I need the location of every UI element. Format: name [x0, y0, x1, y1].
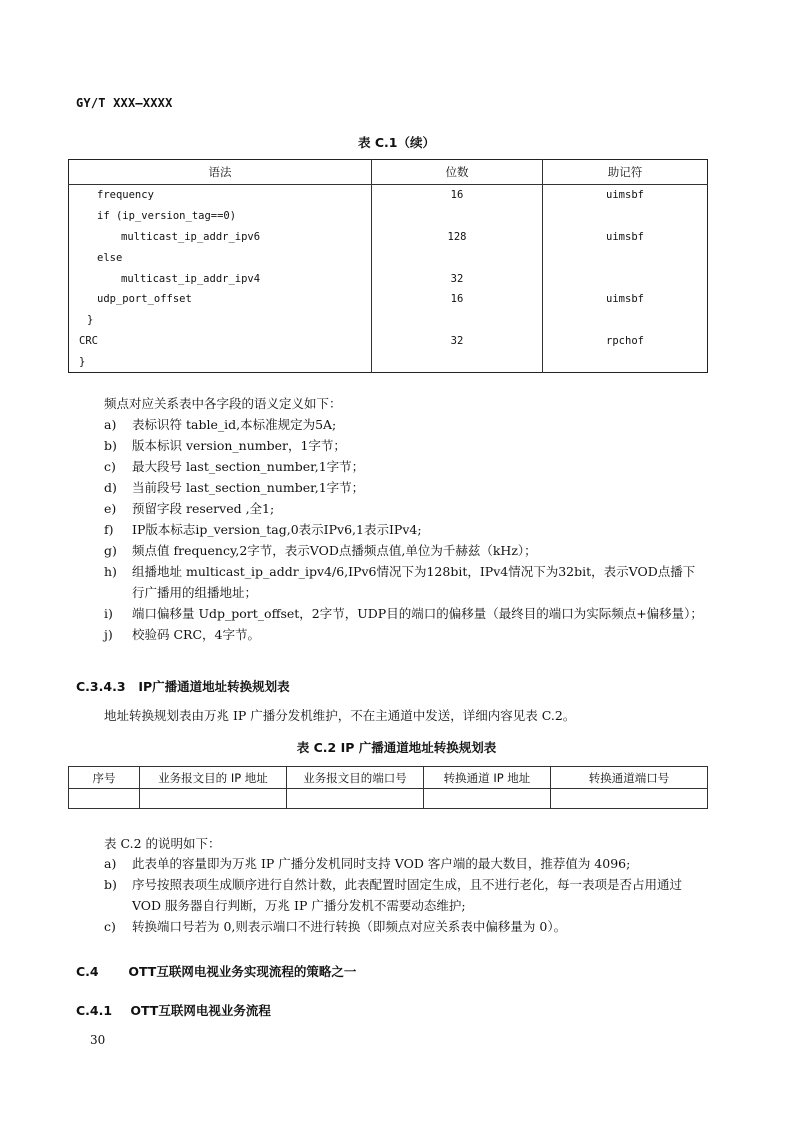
list-item — [76, 540, 706, 561]
list-item-label: c) — [104, 919, 116, 934]
bits-cell — [372, 247, 543, 268]
syntax-cell: frequency — [97, 189, 154, 202]
list-item-text: 校验码 CRC，4字节。 — [132, 627, 260, 642]
syntax-cell: multicast_ip_addr_ipv4 — [121, 272, 261, 285]
section-heading-c41 — [76, 1001, 271, 1019]
bits-cell — [372, 206, 543, 227]
table-row — [69, 289, 708, 310]
header-syntax: 语法 — [69, 160, 372, 185]
list-item-label: h) — [104, 564, 117, 579]
list-item — [76, 603, 706, 624]
list-item — [76, 624, 706, 645]
header-dest-port: 业务报文目的端口号 — [287, 767, 424, 789]
list-item-label: i) — [104, 606, 113, 621]
section-heading-c4 — [76, 962, 356, 980]
semantics-intro: 频点对应关系表中各字段的语义定义如下： — [104, 396, 342, 411]
mnemonic-cell: rpchof — [606, 334, 644, 347]
header-channel-port: 转换通道端口号 — [551, 767, 708, 789]
list-item-label: b) — [104, 877, 117, 892]
syntax-cell: } — [87, 314, 94, 327]
list-item-text: 预留字段 reserved ,全1; — [132, 501, 275, 516]
mnemonic-cell — [543, 247, 708, 268]
bits-cell: 32 — [372, 331, 543, 352]
mnemonic-cell: uimsbf — [606, 230, 644, 243]
list-item — [76, 456, 706, 477]
syntax-cell: else — [97, 251, 123, 264]
section-heading-c343 — [76, 677, 290, 695]
mnemonic-cell — [543, 310, 708, 331]
header-mnemonic: 助记符 — [543, 160, 708, 185]
table-c1 — [68, 159, 708, 373]
table-cell — [69, 789, 140, 809]
bits-cell: 32 — [372, 268, 543, 289]
header-dest-ip: 业务报文目的 IP 地址 — [140, 767, 287, 789]
bits-cell: 16 — [372, 185, 543, 206]
section-number: C.3.4.3 — [76, 679, 126, 694]
section-title: OTT互联网电视业务流程 — [130, 1003, 271, 1018]
table-c2-caption: 表 C.2 IP 广播通道地址转换规划表 — [296, 740, 497, 755]
bits-cell — [372, 310, 543, 331]
notes-c2-intro: 表 C.2 的说明如下： — [104, 836, 221, 851]
list-item-label: g) — [104, 543, 117, 558]
list-item-text: 当前段号 last_section_number,1字节； — [132, 480, 365, 495]
table-header-row — [69, 767, 708, 789]
list-item — [76, 853, 706, 874]
bits-cell: 16 — [372, 289, 543, 310]
list-item — [76, 435, 706, 456]
list-item-text: 端口偏移量 Udp_port_offset，2字节，UDP目的端口的偏移量（最终目的端口为实际频点+偏移量）； — [132, 606, 703, 621]
page-number: 30 — [90, 1033, 106, 1047]
syntax-cell: multicast_ip_addr_ipv6 — [121, 230, 261, 243]
syntax-cell: udp_port_offset — [97, 293, 192, 306]
list-item — [76, 414, 706, 435]
list-item-text: IP版本标志ip_version_tag,0表示IPv6,1表示IPv4; — [132, 522, 422, 537]
table-row — [69, 351, 708, 372]
table-row — [69, 227, 708, 248]
semantics-list — [76, 414, 706, 645]
table-cell — [551, 789, 708, 809]
list-item — [76, 874, 706, 916]
table-row — [69, 206, 708, 227]
list-item-label: a) — [104, 417, 117, 432]
table-cell — [287, 789, 424, 809]
list-item-text: 此表单的容量即为万兆 IP 广播分发机同时支持 VOD 客户端的最大数目，推荐值为 4096; — [132, 856, 631, 871]
section-title: IP广播通道地址转换规划表 — [138, 679, 290, 694]
table-row — [69, 247, 708, 268]
header-bits: 位数 — [372, 160, 543, 185]
mnemonic-cell — [543, 268, 708, 289]
notes-c2-list — [76, 853, 706, 937]
table-row — [69, 268, 708, 289]
section-c343-paragraph: 地址转换规划表由万兆 IP 广播分发机维护，不在主通道中发送，详细内容见表 C.2。 — [104, 708, 576, 723]
table-c2 — [68, 766, 708, 809]
list-item-text: 组播地址 multicast_ip_addr_ipv4/6,IPv6情况下为128bit，IPv4情况下为32bit，表示VOD点播下行广播用的组播地址； — [132, 564, 696, 600]
document-code-header: GY/T XXX—XXXX — [76, 96, 173, 110]
list-item-label: b) — [104, 438, 117, 453]
list-item-label: a) — [104, 856, 117, 871]
list-item-label: e) — [104, 501, 117, 516]
list-item-text: 转换端口号若为 0,则表示端口不进行转换（即频点对应关系表中偏移量为 0）。 — [132, 919, 567, 934]
list-item — [76, 498, 706, 519]
mnemonic-cell — [543, 206, 708, 227]
header-serial: 序号 — [69, 767, 140, 789]
list-item-label: f) — [104, 522, 114, 537]
mnemonic-cell — [543, 351, 708, 372]
list-item — [76, 916, 706, 937]
section-number: C.4.1 — [76, 1003, 113, 1018]
bits-cell: 128 — [372, 227, 543, 248]
list-item-label: d) — [104, 480, 117, 495]
list-item — [76, 561, 706, 603]
table-row — [69, 789, 708, 809]
list-item-text: 频点值 frequency,2字节，表示VOD点播频点值,单位为千赫兹（kHz）； — [132, 543, 537, 558]
syntax-cell: CRC — [79, 334, 98, 347]
header-channel-ip: 转换通道 IP 地址 — [424, 767, 551, 789]
table-cell — [140, 789, 287, 809]
syntax-cell: if (ip_version_tag==0) — [97, 210, 237, 223]
table-c1-caption: 表 C.1（续） — [358, 135, 435, 150]
mnemonic-cell: uimsbf — [606, 293, 644, 306]
table-header-row — [69, 160, 708, 185]
table-row — [69, 185, 708, 206]
list-item-text: 版本标识 version_number，1字节； — [132, 438, 346, 453]
list-item — [76, 477, 706, 498]
table-row — [69, 310, 708, 331]
section-number: C.4 — [76, 964, 99, 979]
section-title: OTT互联网电视业务实现流程的策略之一 — [128, 964, 357, 979]
list-item-label: j) — [104, 627, 113, 642]
list-item — [76, 519, 706, 540]
list-item-text: 最大段号 last_section_number,1字节； — [132, 459, 365, 474]
table-cell — [424, 789, 551, 809]
list-item-text: 表标识符 table_id,本标准规定为5A; — [132, 417, 337, 432]
syntax-cell: } — [79, 355, 86, 368]
list-item-text: 序号按照表项生成顺序进行自然计数，此表配置时固定生成，且不进行老化，每一表项是否占用通过 VOD 服务器自行判断，万兆 IP 广播分发机不需要动态维护; — [132, 877, 683, 913]
table-row — [69, 331, 708, 352]
bits-cell — [372, 351, 543, 372]
list-item-label: c) — [104, 459, 116, 474]
mnemonic-cell: uimsbf — [606, 189, 644, 202]
